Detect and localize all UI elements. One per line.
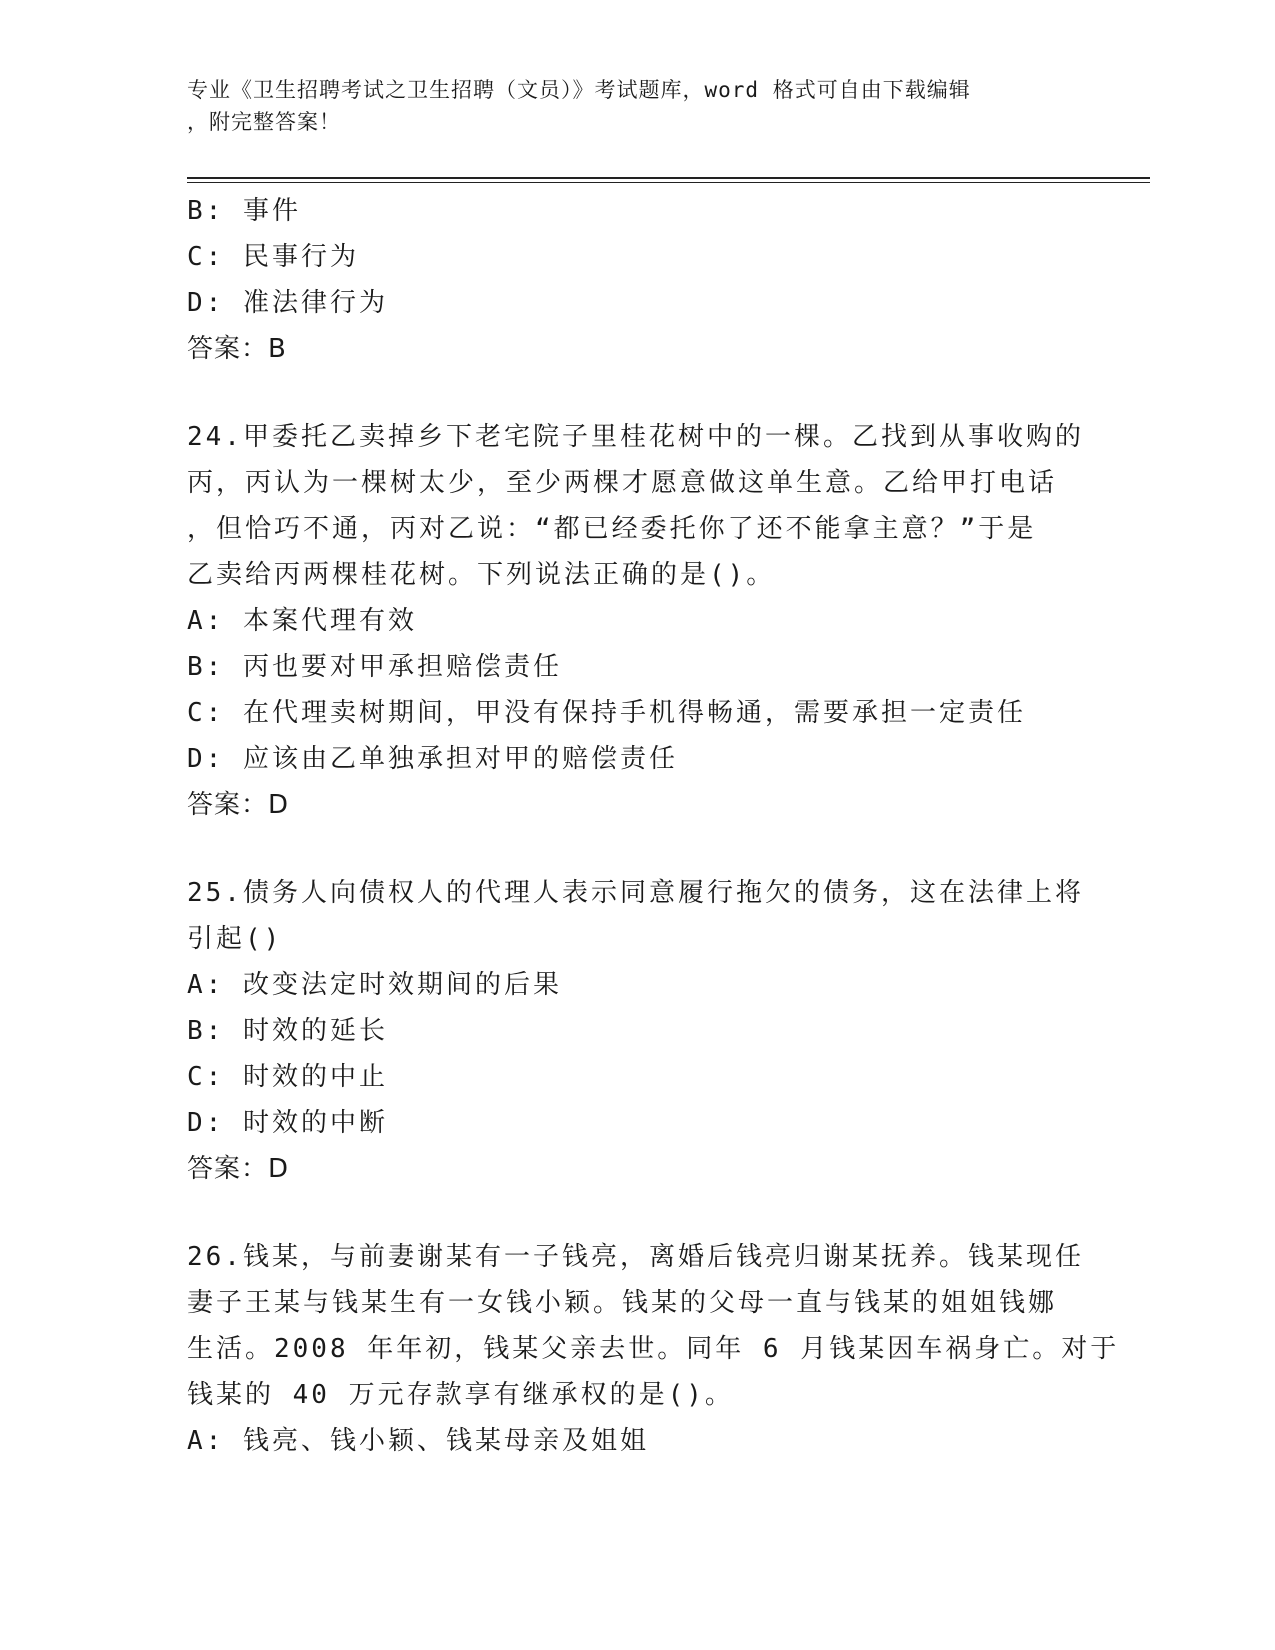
stem-line: ，但恰巧不通，丙对乙说：“都已经委托你了还不能拿主意？”于是: [187, 514, 1037, 544]
stem-line: 生活。2008 年年初，钱某父亲去世。同年 6 月钱某因车祸身亡。对于: [187, 1334, 1120, 1364]
header-line-1: 专业《卫生招聘考试之卫生招聘（文员）》考试题库，word 格式可自由下载编辑: [187, 78, 971, 102]
header-divider-thick: [187, 177, 1150, 179]
stem-line: 26.钱某，与前妻谢某有一子钱亮，离婚后钱亮归谢某抚养。钱某现任: [187, 1242, 1084, 1272]
stem-line: 24.甲委托乙卖掉乡下老宅院子里桂花树中的一棵。乙找到从事收购的: [187, 422, 1084, 452]
question-stem: [187, 1234, 1120, 1418]
question-stem: [187, 414, 1087, 598]
question-23-tail: [187, 188, 1087, 372]
option-c: C: 在代理卖树期间，甲没有保持手机得畅通，需要承担一定责任: [187, 698, 1026, 728]
question-26: [187, 1234, 1120, 1464]
option-d: D: 时效的中断: [187, 1108, 388, 1138]
document-header: [187, 74, 1067, 138]
stem-line: 引起(): [187, 924, 283, 954]
stem-line: 钱某的 40 万元存款享有继承权的是()。: [187, 1380, 734, 1410]
answer-line: 答案：D: [187, 790, 290, 820]
option-a: A: 改变法定时效期间的后果: [187, 970, 562, 1000]
question-stem: [187, 870, 1087, 962]
stem-line: 妻子王某与钱某生有一女钱小颖。钱某的父母一直与钱某的姐姐钱娜: [187, 1288, 1058, 1318]
spacer: [187, 372, 1087, 414]
answer-line: 答案：D: [187, 1154, 290, 1184]
question-24: [187, 414, 1087, 828]
option-d: D: 准法律行为: [187, 288, 388, 318]
stem-line: 乙卖给丙两棵桂花树。下列说法正确的是()。: [187, 560, 776, 590]
stem-line: 25.债务人向债权人的代理人表示同意履行拖欠的债务，这在法律上将: [187, 878, 1084, 908]
option-d: D: 应该由乙单独承担对甲的赔偿责任: [187, 744, 678, 774]
header-line-2: ，附完整答案！: [187, 110, 341, 134]
option-c: C: 民事行为: [187, 242, 359, 272]
header-divider-thin: [187, 182, 1150, 183]
option-c: C: 时效的中止: [187, 1062, 388, 1092]
option-a: A: 钱亮、钱小颖、钱某母亲及姐姐: [187, 1426, 649, 1456]
option-b: B: 时效的延长: [187, 1016, 388, 1046]
option-b: B: 丙也要对甲承担赔偿责任: [187, 652, 562, 682]
spacer: [187, 828, 1087, 870]
spacer: [187, 1192, 1087, 1234]
option-b: B: 事件: [187, 196, 301, 226]
option-a: A: 本案代理有效: [187, 606, 417, 636]
stem-line: 丙，丙认为一棵树太少，至少两棵才愿意做这单生意。乙给甲打电话: [187, 468, 1058, 498]
question-25: [187, 870, 1087, 1192]
document-body: [187, 188, 1120, 1464]
answer-line: 答案：B: [187, 334, 287, 364]
